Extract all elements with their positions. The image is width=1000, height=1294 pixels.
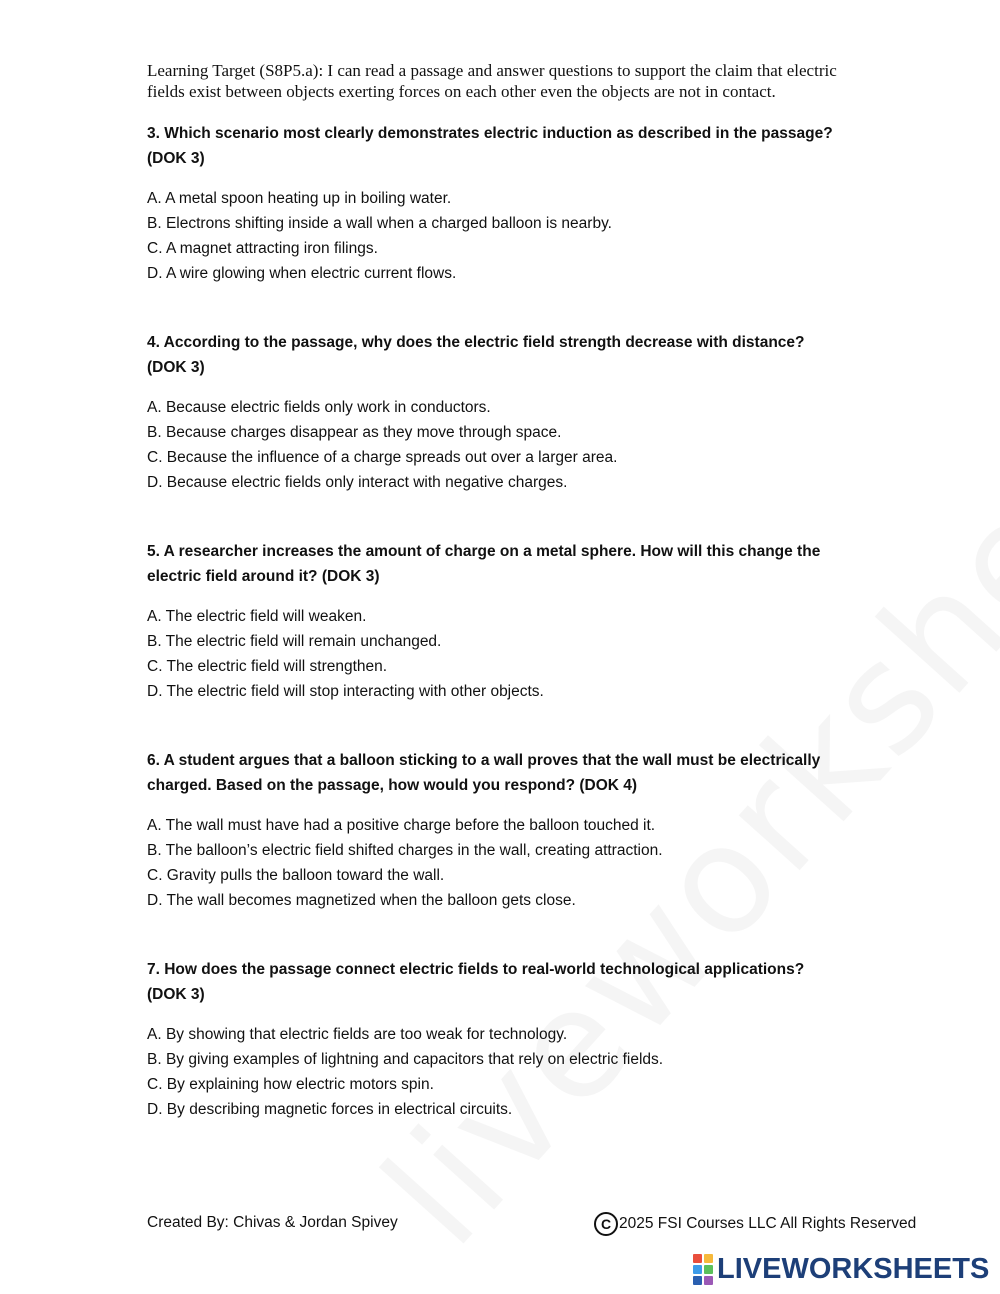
question-4 bbox=[147, 330, 847, 495]
liveworksheets-logo-icon bbox=[693, 1254, 713, 1285]
option-a[interactable]: A. A metal spoon heating up in boiling water. bbox=[147, 190, 452, 207]
option-a[interactable]: A. Because electric fields only work in conductors. bbox=[147, 399, 491, 416]
option-c[interactable]: C. Gravity pulls the balloon toward the wall. bbox=[147, 867, 445, 884]
footer-copyright bbox=[594, 1212, 916, 1236]
question-title: 3. Which scenario most clearly demonstrates electric induction as described in the passage? (DOK 3) bbox=[147, 125, 833, 167]
option-a[interactable]: A. The electric field will weaken. bbox=[147, 608, 367, 625]
option-d[interactable]: D. By describing magnetic forces in electrical circuits. bbox=[147, 1101, 513, 1118]
option-b[interactable]: B. Because charges disappear as they move through space. bbox=[147, 424, 562, 441]
option-d[interactable]: D. The wall becomes magnetized when the balloon gets close. bbox=[147, 892, 576, 909]
logo-block-6 bbox=[704, 1276, 713, 1285]
option-c[interactable]: C. A magnet attracting iron filings. bbox=[147, 240, 378, 257]
question-title: 7. How does the passage connect electric fields to real-world technological applications? (DOK 3) bbox=[147, 961, 805, 1003]
logo-block-5 bbox=[693, 1276, 702, 1285]
question-5 bbox=[147, 539, 847, 704]
option-a[interactable]: A. The wall must have had a positive charge before the balloon touched it. bbox=[147, 817, 656, 834]
learning-target: Learning Target (S8P5.a): I can read a passage and answer questions to support the claim that electric fields exist between objects exerting forces on each other even the objects are not in contact. bbox=[147, 61, 837, 101]
question-7 bbox=[147, 957, 847, 1122]
liveworksheets-brand[interactable] bbox=[693, 1253, 989, 1286]
option-b[interactable]: B. The electric field will remain unchanged. bbox=[147, 633, 442, 650]
logo-block-2 bbox=[704, 1254, 713, 1263]
option-b[interactable]: B. By giving examples of lightning and capacitors that rely on electric fields. bbox=[147, 1051, 664, 1068]
copyright-text: 2025 FSI Courses LLC All Rights Reserved bbox=[619, 1215, 917, 1232]
question-6 bbox=[147, 748, 847, 913]
question-title: 6. A student argues that a balloon sticking to a wall proves that the wall must be electrically charged. Based on the passage, how would you respond? (DOK 4) bbox=[147, 752, 821, 794]
footer-author: Created By: Chivas & Jordan Spivey bbox=[147, 1214, 398, 1231]
logo-block-3 bbox=[693, 1265, 702, 1274]
option-d[interactable]: D. The electric field will stop interacting with other objects. bbox=[147, 683, 544, 700]
logo-block-4 bbox=[704, 1265, 713, 1274]
copyright-icon: C bbox=[594, 1212, 618, 1236]
option-c[interactable]: C. By explaining how electric motors spin. bbox=[147, 1076, 434, 1093]
question-title: 5. A researcher increases the amount of charge on a metal sphere. How will this change the electric field around it? (DOK 3) bbox=[147, 543, 821, 585]
option-a[interactable]: A. By showing that electric fields are too weak for technology. bbox=[147, 1026, 568, 1043]
brand-name: LIVEWORKSHEETS bbox=[717, 1253, 990, 1285]
option-d[interactable]: D. A wire glowing when electric current flows. bbox=[147, 265, 457, 282]
question-3 bbox=[147, 121, 847, 286]
option-b[interactable]: B. The balloon’s electric field shifted charges in the wall, creating attraction. bbox=[147, 842, 663, 859]
question-title: 4. According to the passage, why does the electric field strength decrease with distance? (DOK 3) bbox=[147, 334, 805, 376]
option-d[interactable]: D. Because electric fields only interact with negative charges. bbox=[147, 474, 568, 491]
option-c[interactable]: C. Because the influence of a charge spreads out over a larger area. bbox=[147, 449, 618, 466]
logo-block-1 bbox=[693, 1254, 702, 1263]
option-c[interactable]: C. The electric field will strengthen. bbox=[147, 658, 388, 675]
option-b[interactable]: B. Electrons shifting inside a wall when a charged balloon is nearby. bbox=[147, 215, 612, 232]
